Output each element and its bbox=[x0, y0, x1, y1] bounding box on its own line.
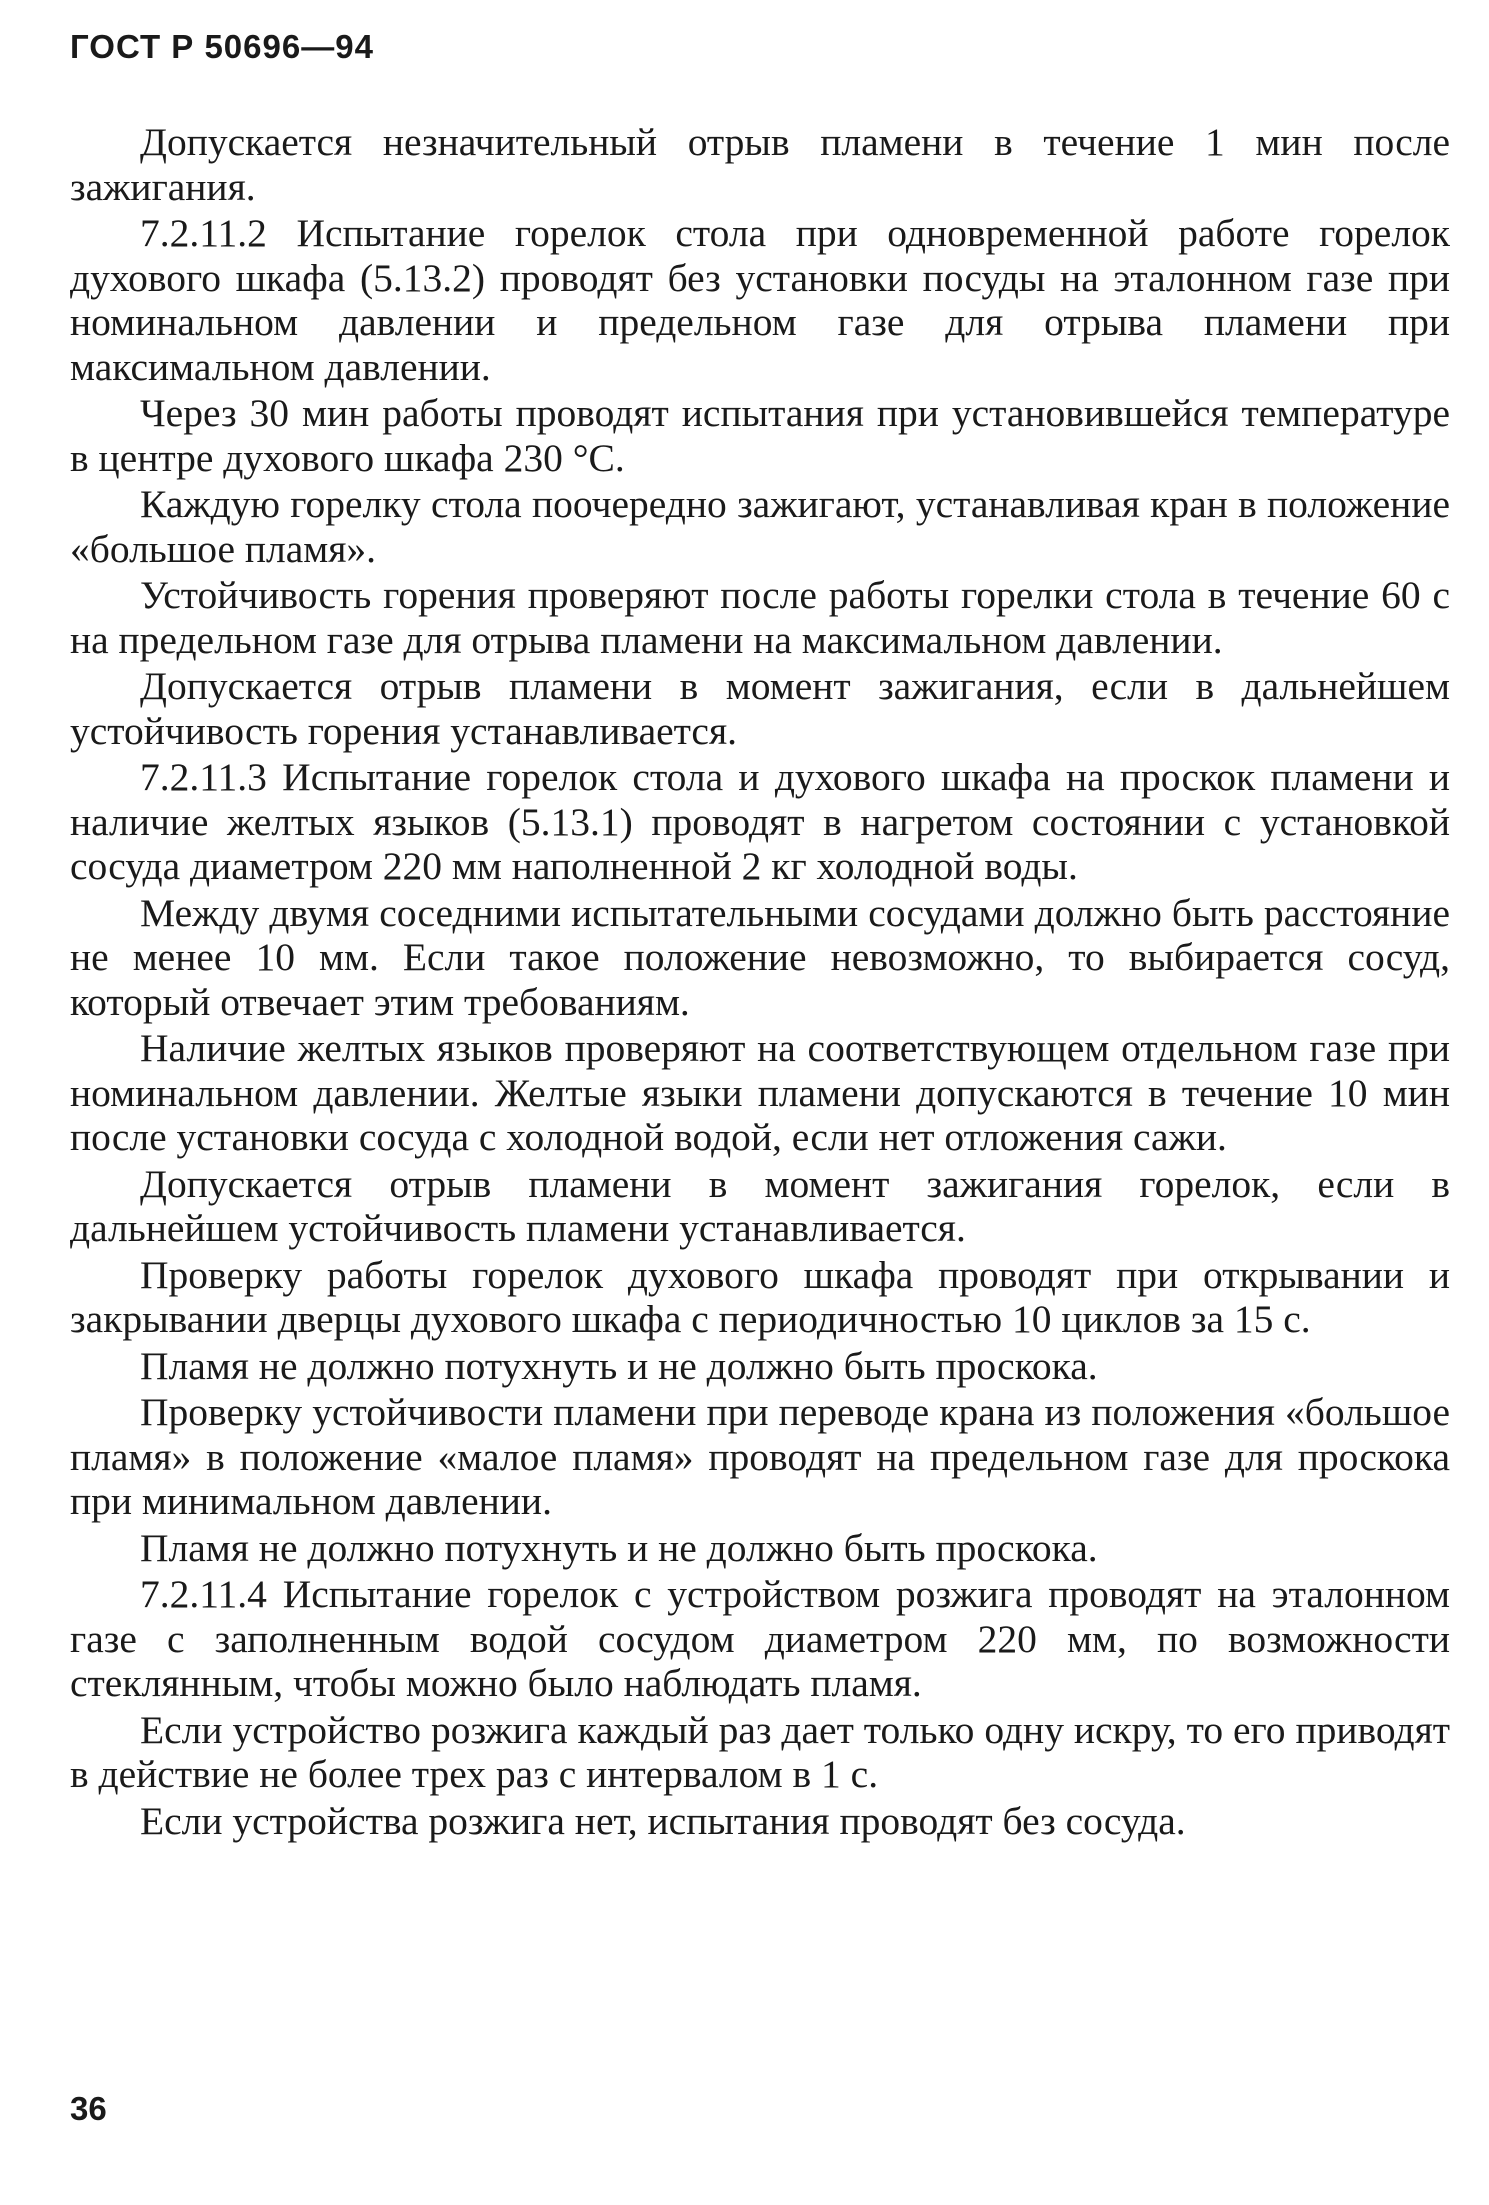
paragraph: Если устройства розжига нет, испытания проводят без сосуда. bbox=[140, 1798, 1186, 1843]
page-number: 36 bbox=[70, 2090, 107, 2127]
paragraph: Допускается отрыв пламени в момент зажигания горелок, если в дальнейшем устойчивость пламени устанавливается. bbox=[70, 1161, 1450, 1250]
paragraph: Устойчивость горения проверяют после работы горелки стола в течение 60 с на предельном газе для отрыва пламени на максимальном давлении. bbox=[70, 573, 1450, 662]
paragraph: Пламя не должно потухнуть и не должно быть проскока. bbox=[140, 1525, 1098, 1570]
paragraph: Допускается незначительный отрыв пламени в течение 1 мин после зажигания. bbox=[70, 120, 1450, 209]
paragraph: Проверку работы горелок духового шкафа проводят при открывании и закрывании дверцы духового шкафа с периодичностью 10 циклов за 15 с. bbox=[70, 1252, 1450, 1341]
paragraph: 7.2.11.4 Испытание горелок с устройством розжига проводят на эталонном газе с заполненным водой сосудом диаметром 220 мм, по возможности стеклянным, чтобы можно было наблюдать пламя. bbox=[70, 1572, 1450, 1705]
paragraph: Через 30 мин работы проводят испытания при установившейся температуре в центре духового шкафа 230 °С. bbox=[70, 391, 1450, 480]
paragraph: Если устройство розжига каждый раз дает только одну искру, то его приводят в действие не более трех раз с интервалом в 1 с. bbox=[70, 1707, 1450, 1796]
document-body bbox=[70, 120, 1450, 1845]
paragraph: Каждую горелку стола поочередно зажигают, устанавливая кран в положение «большое пламя». bbox=[70, 482, 1450, 571]
paragraph: Наличие желтых языков проверяют на соответствующем отдельном газе при номинальном давлении. Желтые языки пламени допускаются в течение 10 мин после установки сосуда с холодной водой, если нет отложения сажи. bbox=[70, 1026, 1450, 1159]
paragraph: Допускается отрыв пламени в момент зажигания, если в дальнейшем устойчивость горения устанавливается. bbox=[70, 664, 1450, 753]
paragraph: Между двумя соседними испытательными сосудами должно быть расстояние не менее 10 мм. Если такое положение невозможно, то выбирается сосуд, который отвечает этим требованиям. bbox=[70, 890, 1450, 1024]
paragraph: 7.2.11.3 Испытание горелок стола и духового шкафа на проскок пламени и наличие желтых языков (5.13.1) проводят в нагретом состоянии с установкой сосуда диаметром 220 мм наполненной 2 кг холодной воды. bbox=[70, 755, 1450, 888]
standard-header: ГОСТ Р 50696—94 bbox=[70, 28, 374, 65]
paragraph: Пламя не должно потухнуть и не должно быть проскока. bbox=[140, 1343, 1098, 1388]
paragraph: Проверку устойчивости пламени при переводе крана из положения «большое пламя» в положение «малое пламя» проводят на предельном газе для проскока при минимальном давлении. bbox=[70, 1390, 1450, 1523]
paragraph: 7.2.11.2 Испытание горелок стола при одновременной работе горелок духового шкафа (5.13.2) проводят без установки посуды на эталонном газе при номинальном давлении и предельном газе для отрыва пламени при максимальном давлении. bbox=[70, 211, 1450, 389]
